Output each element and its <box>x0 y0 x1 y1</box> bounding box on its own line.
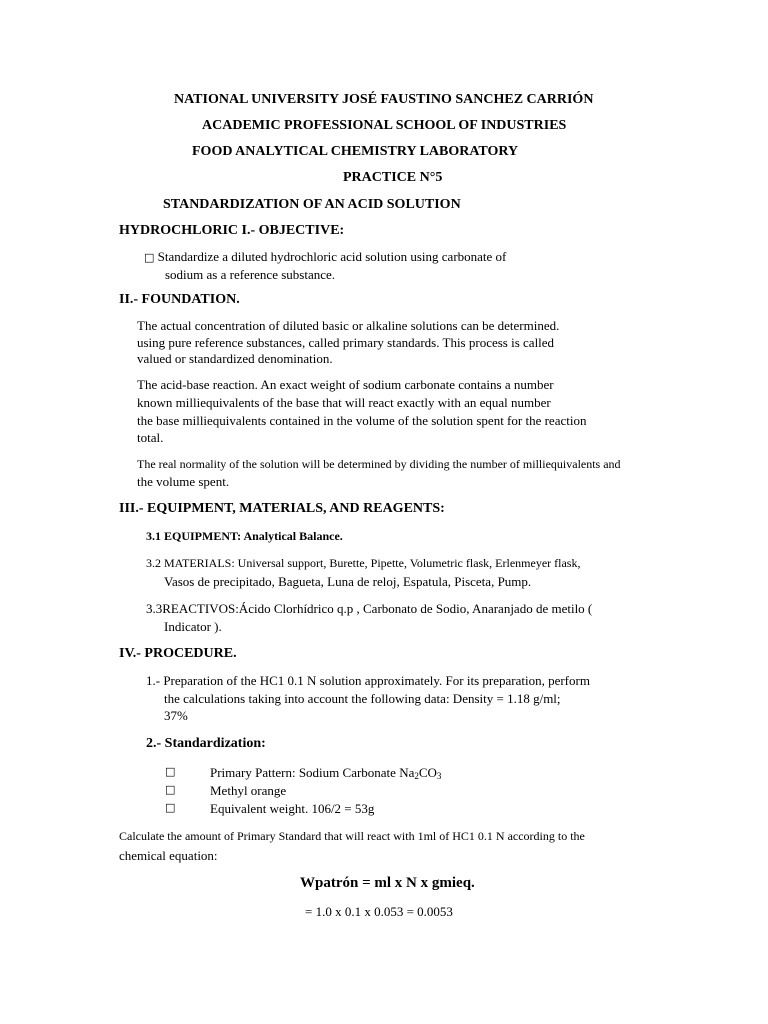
foundation-p2-line4: total. <box>137 430 164 445</box>
checkbox-bullet-icon: □ <box>165 765 176 778</box>
step1-line1: 1.- Preparation of the HC1 0.1 N solution approximately. For its preparation, perform <box>146 673 590 688</box>
calc-line2: chemical equation: <box>119 848 218 863</box>
step1-line3: 37% <box>164 708 188 723</box>
materials-line1: 3.2 MATERIALS: Universal support, Burette, Pipette, Volumetric flask, Erlenmeyer flask, <box>146 556 581 570</box>
checkbox-bullet-icon: □ <box>165 801 176 814</box>
procedure-heading: IV.- PROCEDURE. <box>119 646 237 661</box>
foundation-p3-line2: the volume spent. <box>137 474 230 489</box>
foundation-p2-line3: the base milliequivalents contained in the volume of the solution spent for the reaction <box>137 413 587 428</box>
bullet-equivalent-weight: Equivalent weight. 106/2 = 53g <box>210 801 375 816</box>
step2-heading: 2.- Standardization: <box>146 736 266 751</box>
checkbox-bullet-icon: □ <box>144 251 155 264</box>
primary-pattern-co: CO <box>418 765 437 780</box>
foundation-heading: II.- FOUNDATION. <box>119 292 240 307</box>
foundation-p3-line1: The real normality of the solution will be determined by dividing the number of milliequivalents and <box>137 457 621 471</box>
objective-text-line1: Standardize a diluted hydrochloric acid solution using carbonate of <box>157 249 507 264</box>
subscript-3: 3 <box>436 771 442 781</box>
subscript-2: 2 <box>414 771 419 781</box>
foundation-p2-line1: The acid-base reaction. An exact weight of sodium carbonate contains a number <box>137 377 554 392</box>
checkbox-bullet-icon: □ <box>165 783 176 796</box>
school-title: ACADEMIC PROFESSIONAL SCHOOL OF INDUSTRIES <box>202 118 567 133</box>
step1-line2: the calculations taking into account the following data: Density = 1.18 g/ml; <box>164 691 561 706</box>
university-title: NATIONAL UNIVERSITY JOSÉ FAUSTINO SANCHEZ CARRIÓN <box>174 92 594 107</box>
objective-heading: HYDROCHLORIC I.- OBJECTIVE: <box>119 223 345 238</box>
laboratory-title: FOOD ANALYTICAL CHEMISTRY LABORATORY <box>192 144 519 159</box>
objective-item <box>144 250 506 263</box>
foundation-p1-line1: The actual concentration of diluted basic or alkaline solutions can be determined. <box>137 318 560 333</box>
foundation-p1-line2: using pure reference substances, called primary standards. This process is called <box>137 335 555 350</box>
objective-text-line2: sodium as a reference substance. <box>165 267 336 282</box>
calc-line1: Calculate the amount of Primary Standard that will react with 1ml of HC1 0.1 N according to the <box>119 829 585 843</box>
primary-pattern-text: Primary Pattern: Sodium Carbonate Na <box>210 765 415 780</box>
foundation-p1-line3: valued or standardized denomination. <box>137 351 333 366</box>
formula: Wpatrón = ml x N x gmieq. <box>300 875 475 891</box>
bullet-methyl-orange: Methyl orange <box>210 783 287 798</box>
materials-line2: Vasos de precipitado, Bagueta, Luna de reloj, Espatula, Pisceta, Pump. <box>164 574 532 589</box>
foundation-p2-line2: known milliequivalents of the base that will react exactly with an equal number <box>137 395 551 410</box>
bullet-primary-pattern <box>210 766 441 779</box>
formula-result: = 1.0 x 0.1 x 0.053 = 0.0053 <box>305 904 453 919</box>
reagents-line1: 3.3REACTIVOS:Ácido Clorhídrico q.p , Carbonato de Sodio, Anaranjado de metilo ( <box>146 601 593 616</box>
equipment-line: 3.1 EQUIPMENT: Analytical Balance. <box>146 529 343 543</box>
practice-number: PRACTICE N°5 <box>343 170 443 185</box>
equipment-heading: III.- EQUIPMENT, MATERIALS, AND REAGENTS: <box>119 501 445 516</box>
reagents-line2: Indicator ). <box>164 619 222 634</box>
document-title: STANDARDIZATION OF AN ACID SOLUTION <box>163 197 461 212</box>
